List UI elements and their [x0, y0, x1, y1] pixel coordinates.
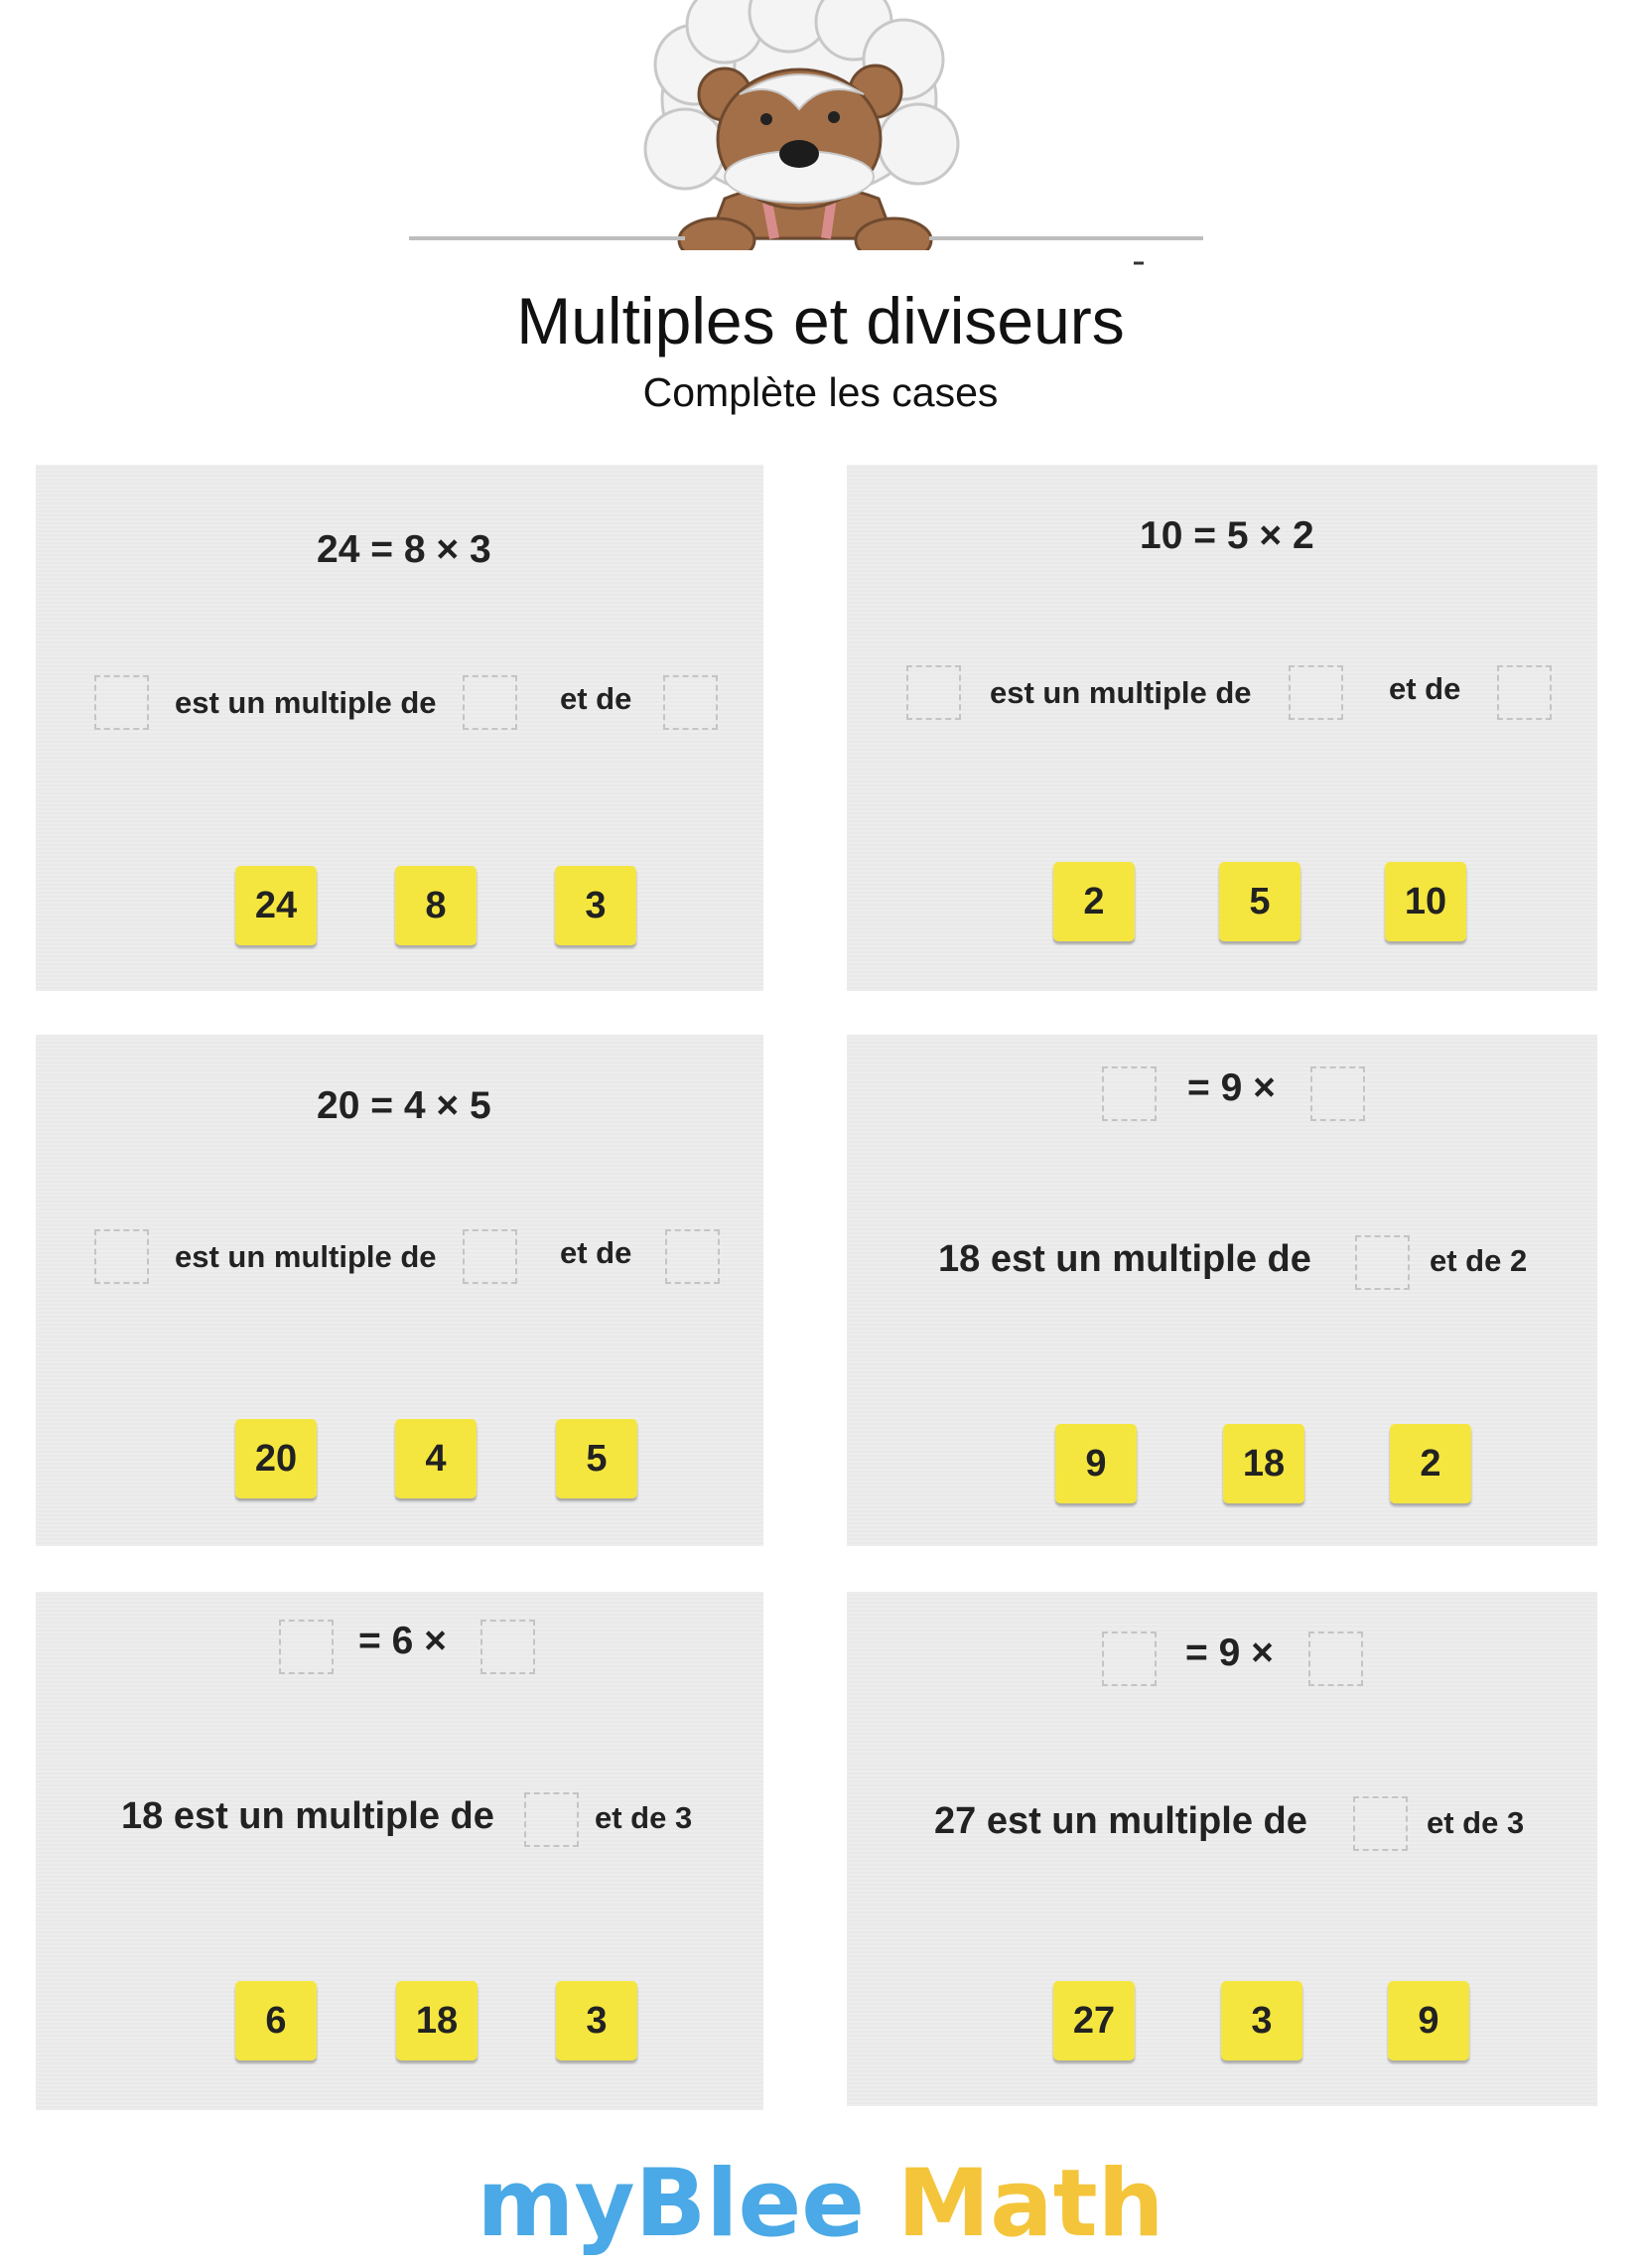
number-tile[interactable]: 3 — [556, 1981, 637, 2060]
number-tile[interactable]: 10 — [1385, 862, 1466, 941]
number-tile[interactable]: 6 — [235, 1981, 317, 2060]
and-label: et de — [560, 1235, 632, 1270]
number-tile[interactable]: 24 — [235, 866, 317, 945]
number-tile[interactable]: 18 — [396, 1981, 478, 2060]
equation: = 6 × — [358, 1620, 447, 1662]
and-label: et de 2 — [1430, 1243, 1528, 1278]
multiple-statement: 18 est un multiple de — [121, 1795, 494, 1837]
exercise-panel-2 — [847, 465, 1597, 991]
answer-box[interactable] — [1289, 665, 1343, 720]
number-tile[interactable]: 2 — [1053, 862, 1135, 941]
brand-logo-part1: myBlee — [477, 2150, 866, 2258]
answer-box[interactable] — [906, 665, 961, 720]
multiple-statement: est un multiple de — [175, 1239, 437, 1274]
number-tile[interactable]: 9 — [1388, 1981, 1469, 2060]
multiple-statement: est un multiple de — [990, 675, 1252, 710]
answer-box[interactable] — [1353, 1796, 1408, 1851]
multiple-statement: 18 est un multiple de — [938, 1238, 1311, 1280]
answer-box[interactable] — [463, 1229, 517, 1284]
number-tile[interactable]: 3 — [555, 866, 636, 945]
answer-box[interactable] — [665, 1229, 720, 1284]
exercise-panel-4 — [847, 1035, 1597, 1546]
number-tile[interactable]: 8 — [395, 866, 477, 945]
number-tile[interactable]: 5 — [1219, 862, 1300, 941]
answer-box[interactable] — [524, 1792, 579, 1847]
equation: 20 = 4 × 5 — [317, 1084, 491, 1127]
number-tile[interactable]: 20 — [235, 1419, 317, 1498]
equation: = 9 × — [1187, 1066, 1276, 1109]
answer-box[interactable] — [1308, 1631, 1363, 1686]
answer-box[interactable] — [1102, 1066, 1157, 1121]
answer-box[interactable] — [94, 1229, 149, 1284]
answer-box[interactable] — [1497, 665, 1552, 720]
answer-box[interactable] — [463, 675, 517, 730]
answer-box[interactable] — [663, 675, 718, 730]
exercise-panel-6 — [847, 1592, 1597, 2106]
equation: 10 = 5 × 2 — [1140, 514, 1314, 557]
equation: = 9 × — [1185, 1631, 1274, 1674]
number-tile[interactable]: 2 — [1390, 1424, 1471, 1503]
answer-box[interactable] — [94, 675, 149, 730]
number-tile[interactable]: 27 — [1053, 1981, 1135, 2060]
page-title: Multiples et diviseurs — [516, 284, 1125, 357]
and-label: et de 3 — [1427, 1805, 1525, 1840]
answer-box[interactable] — [1102, 1631, 1157, 1686]
number-tile[interactable]: 3 — [1221, 1981, 1302, 2060]
brand-logo — [0, 2150, 1641, 2259]
multiple-statement: 27 est un multiple de — [934, 1800, 1307, 1842]
and-label: et de — [560, 681, 632, 716]
answer-box[interactable] — [1355, 1235, 1410, 1290]
number-tile[interactable]: 18 — [1223, 1424, 1304, 1503]
number-tile[interactable]: 5 — [556, 1419, 637, 1498]
answer-box[interactable] — [1310, 1066, 1365, 1121]
page-subtitle: Complète les cases — [642, 369, 999, 415]
multiple-statement: est un multiple de — [175, 685, 437, 720]
bear-mascot-illustration — [397, 0, 1231, 273]
brand-logo-part2: Math — [896, 2150, 1164, 2258]
exercise-panel-3 — [36, 1035, 763, 1546]
and-label: et de 3 — [595, 1800, 693, 1835]
exercise-panel-1 — [36, 465, 763, 991]
equation: 24 = 8 × 3 — [317, 528, 491, 571]
and-label: et de — [1389, 671, 1461, 706]
number-tile[interactable]: 4 — [395, 1419, 477, 1498]
number-tile[interactable]: 9 — [1055, 1424, 1137, 1503]
answer-box[interactable] — [279, 1620, 334, 1674]
exercise-panel-5 — [36, 1592, 763, 2110]
answer-box[interactable] — [480, 1620, 535, 1674]
